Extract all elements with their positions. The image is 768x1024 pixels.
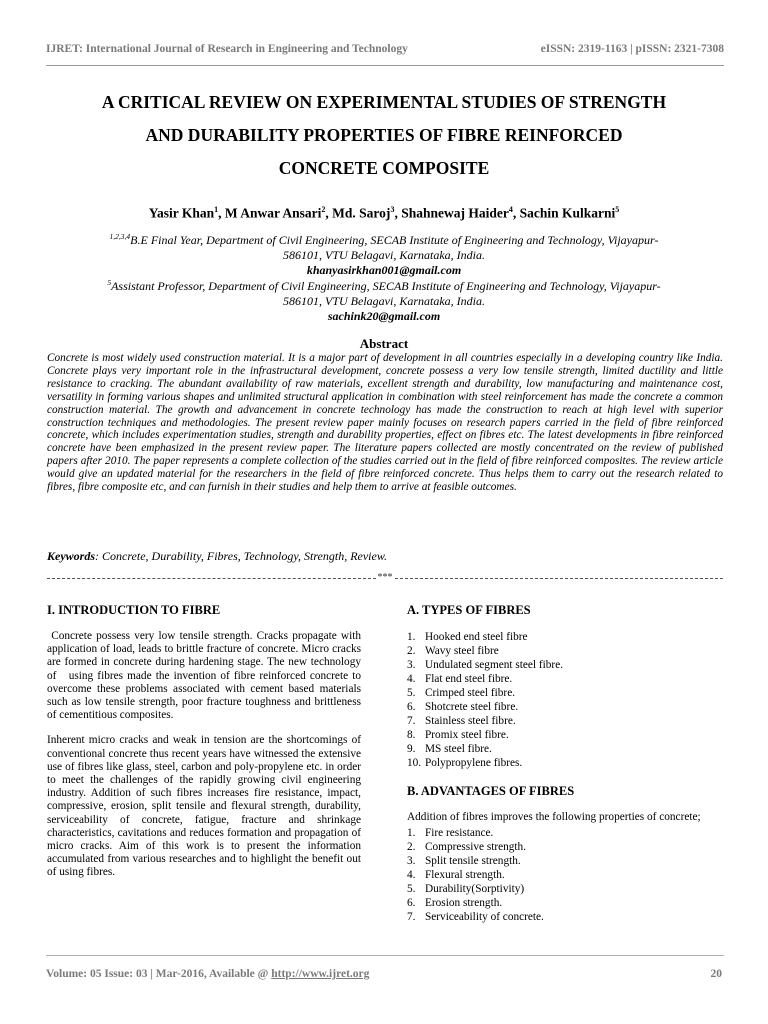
list-item (407, 840, 723, 854)
list-item (407, 910, 723, 924)
list-item-text: Hooked end steel fibre (425, 631, 528, 643)
list-item-text: Erosion strength. (425, 897, 503, 910)
affiliation-sup: 5 (107, 278, 112, 287)
author-email: khanyasirkhan001@gmail.com (306, 263, 462, 277)
paper-title (30, 86, 738, 185)
affiliation-line (40, 229, 728, 248)
list-item-number: 4. (407, 869, 416, 882)
divider-stars: *** (377, 572, 393, 583)
right-column (407, 603, 723, 924)
list-item-text: Split tensile strength. (425, 855, 521, 868)
list-item (407, 854, 723, 868)
divider-dash-left (47, 578, 376, 579)
list-item-number: 4. (407, 673, 416, 685)
left-column (47, 603, 364, 892)
list-item-number: 2. (407, 645, 416, 657)
affiliation (40, 229, 728, 278)
keywords (47, 549, 723, 564)
list-item-number: 7. (407, 911, 416, 924)
footer-volume: Volume: 05 Issue: 03 | Mar-2016, Available @ (46, 968, 272, 980)
section-heading: A. TYPES OF FIBRES (407, 603, 531, 617)
list-item-text: Stainless steel fibre. (425, 715, 516, 727)
list-item-number: 6. (407, 897, 416, 910)
journal-link[interactable]: http://www.ijret.org (271, 968, 370, 980)
author-list (30, 205, 738, 222)
footer-info (46, 968, 369, 980)
list-item (407, 658, 723, 672)
author-separator: , (512, 205, 520, 221)
keywords-text: : Concrete, Durability, Fibres, Technology, Strength, Review. (95, 549, 387, 563)
journal-name: IJRET: International Journal of Research in Engineering and Technology (46, 43, 408, 55)
list-item-number: 6. (407, 701, 416, 713)
body-paragraph: Inherent micro cracks and weak in tension are the shortcomings of conventional concrete thus recent years have witnessed the extensive use of fibres like glass, steel, carbon and poly-propylene etc. in order to meet the challenges of the rapidly growing civil engineering industry. Addition of such fibres increases fire resistance, impact, compressive, erosion, split tensile and flexural strength, durability, serviceability of concrete, fatigue, fracture and shrinkage characteristics, cavitations and reduces formation and propagation of micro cracks. Aim of this work is to present the information accumulated from various researches and to highlight the benefit out of using fibres. (47, 734, 361, 879)
divider-dash-right (395, 578, 724, 579)
list-item (407, 756, 723, 770)
list-item (407, 686, 723, 700)
list-item (407, 896, 723, 910)
list-item-number: 5. (407, 883, 416, 896)
list-item (407, 728, 723, 742)
advantages-list (407, 826, 723, 924)
list-item-number: 5. (407, 687, 416, 699)
author-sup: 3 (390, 205, 395, 214)
list-item-text: Flat end steel fibre. (425, 673, 513, 685)
body-paragraph: Addition of fibres improves the following properties of concrete; (407, 811, 701, 823)
list-item (407, 630, 723, 644)
list-item-number: 7. (407, 715, 416, 727)
running-header (46, 43, 724, 59)
list-item-text: Fire resistance. (425, 827, 494, 840)
author-sup: 1 (214, 205, 219, 214)
section-heading: B. ADVANTAGES OF FIBRES (407, 784, 575, 798)
list-item-text: Undulated segment steel fibre. (425, 659, 564, 671)
list-item-number: 3. (407, 855, 416, 868)
body-paragraph: Concrete possess very low tensile strength. Cracks propagate with application of load, leads to brittle fracture of concrete. Micro cracks are formed in concrete during hardening stage. The new technology of using fibres made the invention of fibre reinforced concrete to overcome these problems associated with cement based materials such as low tensile strength, poor fracture toughness and brittleness of cementitious composites. (47, 630, 364, 722)
author-separator: , (218, 205, 225, 221)
author-name: Yasir Khan (148, 205, 215, 221)
section-divider (47, 572, 723, 584)
list-item-text: Crimped steel fibre. (425, 687, 516, 699)
list-item (407, 742, 723, 756)
list-item-text: Compressive strength. (425, 841, 527, 854)
author-name: M Anwar Ansari (224, 205, 322, 221)
author-name: Md. Saroj (332, 205, 391, 221)
affiliation (40, 275, 728, 324)
list-item-text: Serviceability of concrete. (425, 911, 544, 924)
list-item (407, 882, 723, 896)
list-item (407, 700, 723, 714)
affiliation-text: B.E Final Year, Department of Civil Engineering, SECAB Institute of Engineering and Technology, Vijayapur- (130, 233, 659, 247)
abstract-heading: Abstract (359, 336, 409, 351)
list-item-text: Promix steel fibre. (425, 729, 509, 741)
list-item-text: Wavy steel fibre (425, 645, 499, 657)
author-separator: , (394, 205, 402, 221)
author-sup: 2 (321, 205, 326, 214)
affiliation-text: 586101, VTU Belagavi, Karnataka, India. (283, 248, 485, 262)
title-line: AND DURABILITY PROPERTIES OF FIBRE REINFORCED (145, 125, 623, 145)
list-item-number: 1. (407, 827, 416, 840)
section-heading: I. INTRODUCTION TO FIBRE (47, 603, 221, 617)
list-item-number: 9. (407, 743, 416, 755)
list-item (407, 644, 723, 658)
list-item-number: 2. (407, 841, 416, 854)
abstract-text: Concrete is most widely used construction material. It is a major part of development in all countries especially in a developing country like India. Concrete plays very important role in the infrastructural development, concrete possess a very low tensile strength, limited ductility and little resistance to cracking. The abundant availability of raw materials, excellent strength and durability, low manufacturing and maintenance cost, versatility in forming various shapes and unlimited structural application in combination with steel reinforcement has made the concrete a common construction material. The growth and advancement in concrete technology has made the construction to reach at high level with superior construction techniques and methodologies. The present review paper mainly focuses on research papers carried in the field of fibre reinforced concrete, which includes experimentation studies, strength and durability properties, effect on fibres etc. The latest developments in fibre reinforced concrete have been emphasized in the present review paper. The literature papers collected are mostly concentrated on the review of published papers after 2010. The paper represents a complete collection of the studies carried out in the field of fibre reinforced composites. The review article would give an updated material for the researchers in the field of fibre reinforced concrete. Thus helps them to carry out the research related to fibres, fibre composite etc, and can furnish in their studies and help them to arrive at feasible outcomes. (47, 352, 723, 494)
author-email: sachink20@gmail.com (327, 309, 441, 323)
title-line: CONCRETE COMPOSITE (278, 158, 490, 178)
affiliation-sup: 1,2,3,4 (109, 232, 131, 241)
list-item-number: 1. (407, 631, 416, 643)
list-item-number: 8. (407, 729, 416, 741)
list-item-number: 10. (407, 757, 422, 769)
list-item-text: Polypropylene fibres. (425, 757, 523, 769)
affiliation-text: Assistant Professor, Department of Civil Engineering, SECAB Institute of Engineering and Technology, Vijayapur- (111, 279, 661, 293)
footer-rule (46, 955, 724, 956)
fibre-types-list (407, 630, 723, 770)
header-rule (46, 65, 724, 66)
author-sup: 4 (508, 205, 513, 214)
author-sup: 5 (615, 205, 620, 214)
issn-info: eISSN: 2319-1163 | pISSN: 2321-7308 (540, 43, 724, 55)
keywords-label: Keywords (47, 549, 95, 563)
author-name: Sachin Kulkarni (519, 205, 616, 221)
list-item (407, 714, 723, 728)
list-item-text: Shotcrete steel fibre. (425, 701, 519, 713)
title-line: A CRITICAL REVIEW ON EXPERIMENTAL STUDIES OF STRENGTH (101, 92, 667, 112)
list-item (407, 868, 723, 882)
list-item-text: Durability(Sorptivity) (425, 883, 525, 896)
list-item-text: Flexural strength. (425, 869, 505, 882)
affiliation-text: 586101, VTU Belagavi, Karnataka, India. (283, 294, 485, 308)
list-item (407, 672, 723, 686)
list-item (407, 826, 723, 840)
affiliation-line (40, 275, 728, 294)
author-separator: , (325, 205, 333, 221)
list-item-text: MS steel fibre. (425, 743, 492, 755)
page-number: 20 (710, 968, 722, 980)
author-name: Shahnewaj Haider (401, 205, 509, 221)
list-item-number: 3. (407, 659, 416, 671)
